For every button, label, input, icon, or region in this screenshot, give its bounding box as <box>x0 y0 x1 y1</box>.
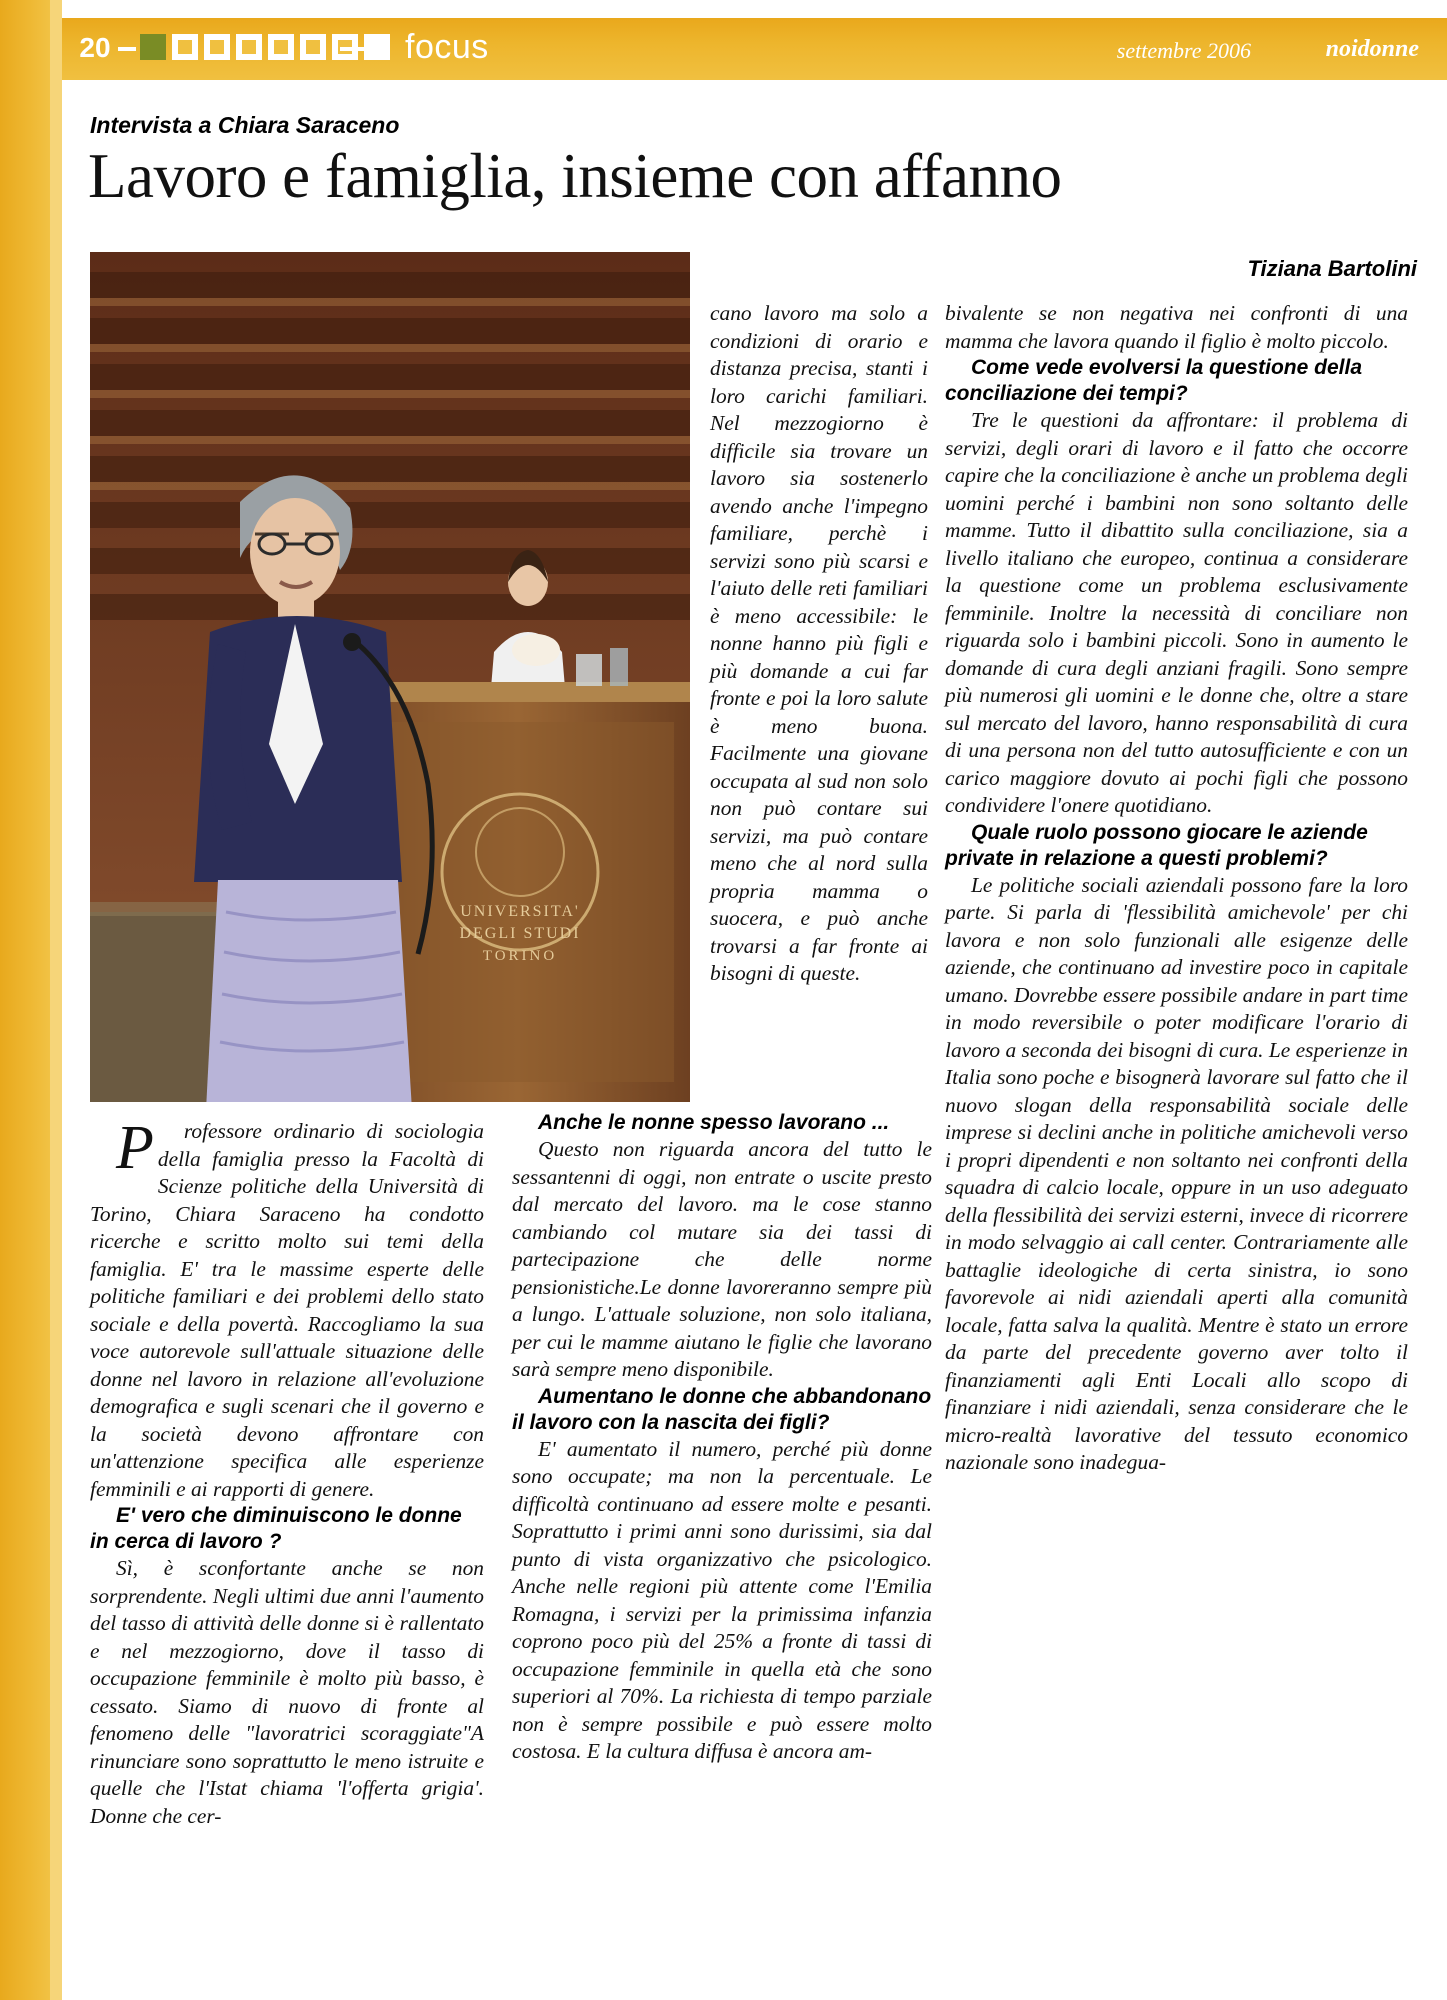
question-heading-evolversi: Come vede evolversi la questione della conciliazione dei tempi? <box>945 356 1362 405</box>
decor-square <box>300 34 326 60</box>
left-gold-bar <box>0 0 62 2000</box>
article-photo <box>90 252 690 1102</box>
article-kicker: Intervista a Chiara Saraceno <box>90 112 400 138</box>
magazine-brand: noidonne <box>1325 36 1419 62</box>
header-rule <box>340 47 388 51</box>
section-title: focus <box>405 28 489 66</box>
bio-text: rofessore ordinario di sociologia della famiglia presso la Facoltà di Scienze politiche della Università di Torino, Chiara Saraceno ha condotto ricerche e scritto molto sui temi della famiglia. E' tra le massime esperte delle politiche familiari e dei problemi dello stato sociale e della povertà. Raccogliamo la sua voce autorevole sull'attuale situazione delle donne nel lavoro in relazione all'evoluzione demografica e sugli scenari che il governo e la società devono affrontare con un'attenzione specifica alle esperienze femminili e ai rapporti di genere. <box>90 1119 484 1501</box>
question-heading-nonne: Anche le nonne spesso lavorano ... <box>538 1111 890 1134</box>
column-2-bottom <box>512 1110 932 1766</box>
paragraph: E' aumentato il numero, perché più donne sono occupate; ma non la percentuale. Le difficoltà continuano ad essere molte e pesanti. Soprattutto i primi anni sono durissimi, sia dal punto di vista organizzativo che psicologico. Anche nelle regioni più attente come l'Emilia Romagna, i servizi per la primissima infanzia coprono poco più del 25% a fronte di tassi di occupazione femminile in quella età che sono superiori al 70%. La richiesta di tempo parziale non è sempre possibile e può essere molto costosa. E la cultura diffusa è ancora am- <box>512 1436 932 1763</box>
decor-square <box>140 34 166 60</box>
paragraph: Questo non riguarda ancora del tutto le sessantenni di oggi, non entrate o uscite presto dal mercato del lavoro. ma le cose stanno cambiando col mutare sia dei tassi di partecipazione che delle norme pensionistiche.Le donne lavoreranno sempre più a lungo. L'attuale soluzione, non solo italiana, per cui le mamme aiutano le figlie che lavorano sarà sempre meno disponibile. <box>512 1137 932 1381</box>
issue-date: settembre 2006 <box>1116 38 1251 63</box>
paragraph: bivalente se non negativa nei confronti di una mamma che lavora quando il figlio è molto piccolo. <box>945 301 1408 353</box>
column-2-top <box>710 300 928 988</box>
paragraph: Sì, è sconfortante anche se non sorprendente. Negli ultimi due anni l'aumento del tasso di attività delle donne si è rallentato e nel mezzogiorno, dove il tasso di occupazione femminile è molto più basso, è cessato. Siamo di nuovo di fronte al fenomeno delle "lavoratrici scoraggiate"A rinunciare sono soprattutto le meno istruite e quelle che l'Istat chiama 'l'offerta grigia'. Donne che cer- <box>90 1556 484 1828</box>
decor-square <box>236 34 262 60</box>
question-heading-diminuiscono: E' vero che diminuiscono le donne in cerca di lavoro ? <box>90 1504 462 1553</box>
decor-square <box>172 34 198 60</box>
decor-square <box>268 34 294 60</box>
column-1-bottom <box>90 1114 484 1830</box>
paragraph: cano lavoro ma solo a condizioni di orario e distanza precisa, stanti i loro carichi familiari. Nel mezzogiorno è difficile sia trovare un lavoro sia sostenerlo avendo anche l'impegno familiare, perchè i servizi sono più scarsi e l'aiuto delle reti familiari è meno accessibile: le nonne hanno più figli e più domande a cui far fronte e poi la loro salute è meno buona. Facilmente una giovane occupata al sud non solo non può contare sui servizi, ma può contare meno che al nord sulla propria mamma o suocera, e può anche trovarsi a far fronte ai bisogni di queste. <box>710 301 928 985</box>
paragraph: Le politiche sociali aziendali possono fare la loro parte. Si parla di 'flessibilità amichevole' per chi lavora e non solo funzionali alle esigenze delle aziende, che continuano ad investire poco in capitale umano. Dovrebbe essere possibile andare in part time in modo reversibile o poter modificare l'orario di lavoro a seconda dei bisogni di cura. Le esperienze in Italia sono poche e bisognerà lavorare sul fatto che il nuovo slogan della responsabilità sociale delle imprese si declini anche in politiche amichevoli verso i propri dipendenti e non soltanto nei confronti della squadra di calcio locale, oppure in un uso adeguato della flessibilità dei servizi esterni, invece di ricorrere in modo selvaggio ai call center. Contrariamente alle battaglie ideologiche di certa sinistra, io sono favorevole ai nidi aziendali aperti alla comunità locale, fatta salva la qualità. Mentre è stato un errore da parte del precedente governo aver tolto il finanziamenti agli Enti Locali allo scopo di finanziare i nidi aziendali, senza considerare che le micro-realtà lavorative del tessuto economico nazionale sono inadegua- <box>945 872 1408 1474</box>
paragraph: Tre le questioni da affrontare: il problema di servizi, degli orari di lavoro e il fatto che occorre capire che la conciliazione è anche un problema degli uomini perché i bambini non sono soltanto delle mamme. Tutto il dibattito sulla conciliazione, sia a livello italiano che europeo, continua a considerare la questione come un problema esclusivamente femminile. Inoltre la necessità di conciliare non riguarda solo i bambini piccoli. Sono in aumento le domande di cura degli anziani fragili. Sono sempre più numerosi gli uomini e le donne che, oltre a stare sul mercato del lavoro, hanno responsabilità di cura di una persona non del tutto autosufficiente e con un carico maggiore dovuto ai pochi figli che possono condividere l'onere quotidiano. <box>945 408 1408 817</box>
decor-square <box>204 34 230 60</box>
column-3-top <box>945 300 1408 1477</box>
left-gold-bar-highlight <box>50 0 62 2000</box>
question-heading-aziende: Quale ruolo possono giocare le aziende private in relazione a questi problemi? <box>945 820 1368 870</box>
svg-text:TORINO: TORINO <box>482 948 558 964</box>
svg-text:UNIVERSITA': UNIVERSITA' <box>460 903 580 920</box>
question-heading-abbandonano: Aumentano le donne che abbandonano il lavoro con la nascita dei figli? <box>512 1384 932 1434</box>
author-byline: Tiziana Bartolini <box>1247 256 1417 281</box>
photo-illustration <box>90 252 690 1102</box>
drop-cap: P <box>116 1114 154 1182</box>
article-headline: Lavoro e famiglia, insieme con affanno <box>88 141 1062 211</box>
bio-paragraph <box>90 1114 484 1503</box>
page-number: 20 <box>79 32 111 63</box>
svg-text:DEGLI STUDI: DEGLI STUDI <box>459 925 581 942</box>
header-dash <box>118 47 136 51</box>
